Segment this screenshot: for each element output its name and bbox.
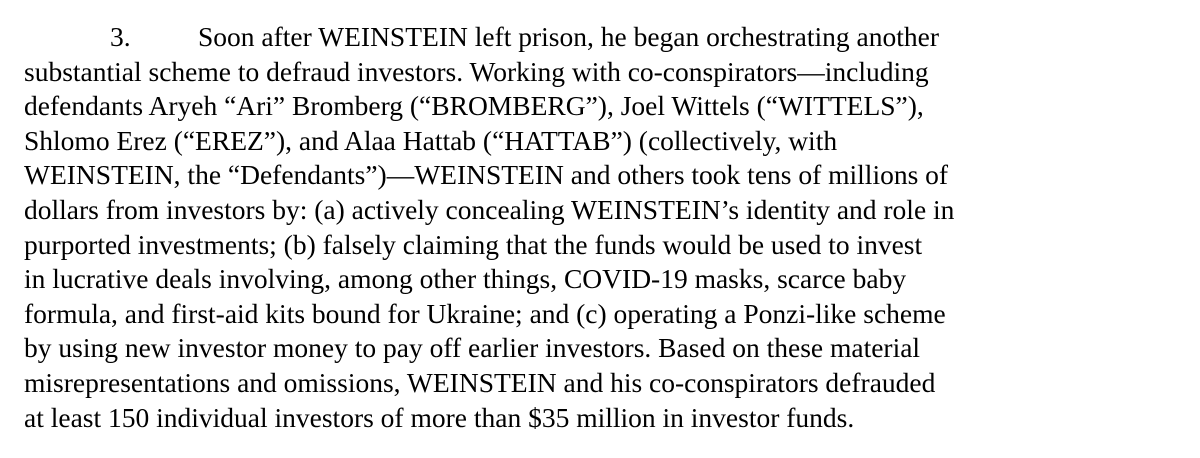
paragraph-line: at least 150 individual investors of more than $35 million in investor funds. [24,401,855,433]
paragraph-line: misrepresentations and omissions, WEINSTEIN and his co-conspirators defrauded [24,366,936,398]
paragraph-line: Shlomo Erez (“EREZ”), and Alaa Hattab (“HATTAB”) (collectively, with [24,124,838,156]
paragraph-line: dollars from investors by: (a) actively concealing WEINSTEIN’s identity and role in [24,193,955,225]
paragraph-line: formula, and first-aid kits bound for Ukraine; and (c) operating a Ponzi-like scheme [24,297,946,329]
paragraph-line: substantial scheme to defraud investors. Working with co-conspirators—including [24,55,929,87]
paragraph-line: in lucrative deals involving, among other things, COVID-19 masks, scarce baby [24,263,907,295]
paragraph-line: defendants Aryeh “Ari” Bromberg (“BROMBERG”), Joel Wittels (“WITTELS”), [24,90,924,122]
paragraph-line-text: Soon after WEINSTEIN left prison, he began orchestrating another [198,21,939,52]
paragraph-line: purported investments; (b) falsely claiming that the funds would be used to invest [24,228,923,260]
paragraph-3 [24,20,1184,435]
paragraph-number: 3. [110,21,131,52]
paragraph-line: WEINSTEIN, the “Defendants”)—WEINSTEIN and others took tens of millions of [24,159,949,191]
paragraph-line [24,20,1184,55]
paragraph-line: by using new investor money to pay off earlier investors. Based on these material [24,332,921,364]
